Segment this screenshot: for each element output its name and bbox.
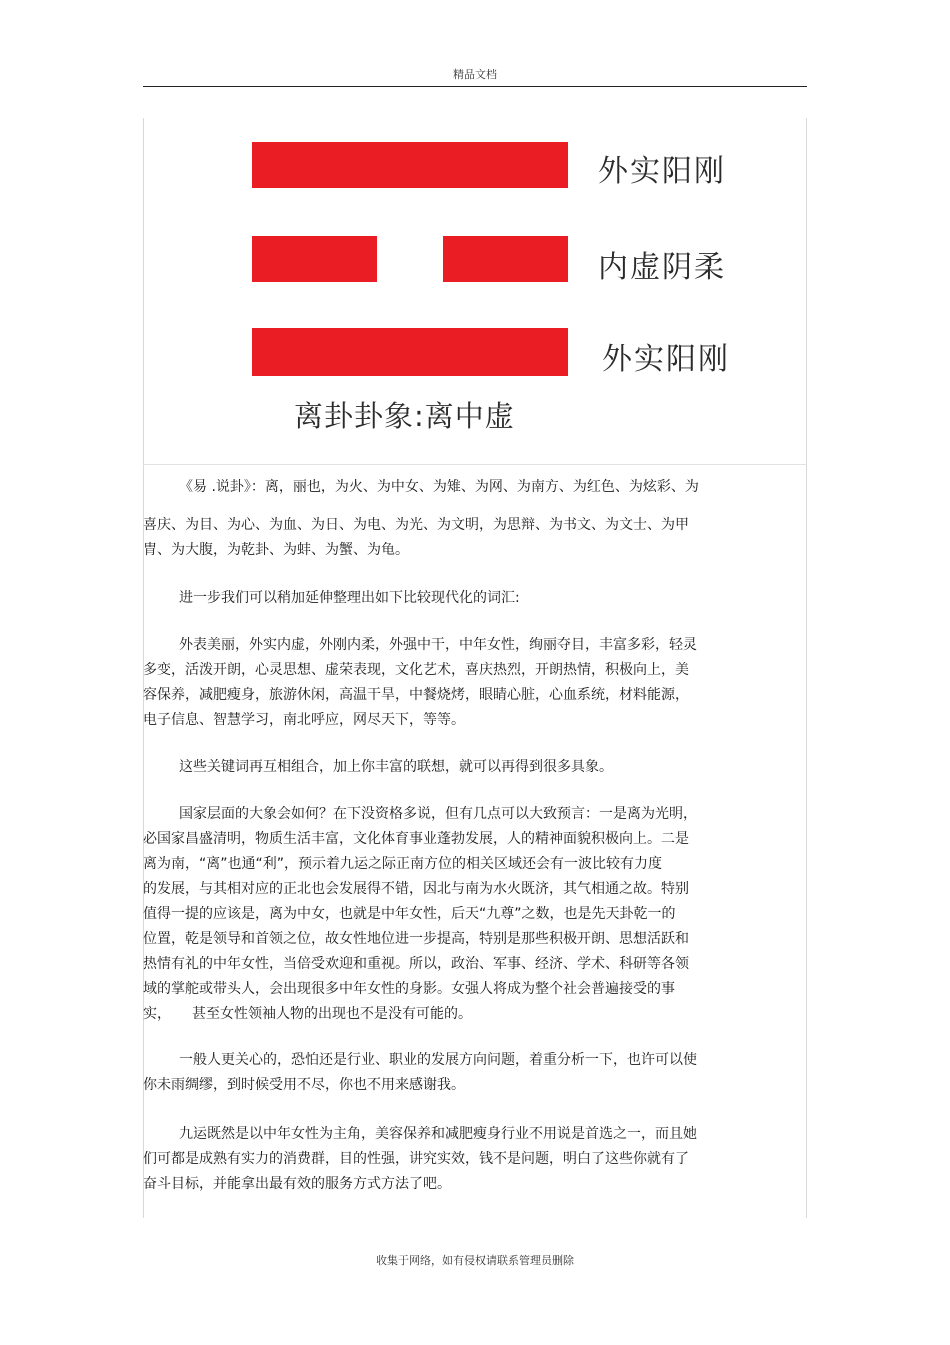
text-line: 国家层面的大象会如何？在下没资格多说，但有几点可以大致预言：一是离为光明， xyxy=(179,806,697,822)
text-line: 位置，乾是领导和首领之位，故女性地位进一步提高，特别是那些积极开朗、思想活跃和 xyxy=(143,931,689,947)
text-line: 你未雨绸缪，到时候受用不尽，你也不用来感谢我。 xyxy=(143,1077,465,1093)
text-line: 的发展，与其相对应的正北也会发展得不错，因北与南为水火既济，其气相通之故。特别 xyxy=(143,881,689,897)
text-line: 离为南，“离”也通“利”，预示着九运之际正南方位的相关区域还会有一波比较有力度 xyxy=(143,856,663,872)
frame-right-border xyxy=(806,118,807,1218)
text-line: 胄、为大腹，为乾卦、为蚌、为蟹、为龟。 xyxy=(143,542,409,558)
yin-line-left xyxy=(252,236,377,282)
yin-line-right xyxy=(443,236,568,282)
text-line: 域的掌舵或带头人，会出现很多中年女性的身影。女强人将成为整个社会普遍接受的事 xyxy=(143,981,675,997)
paragraph-keywords xyxy=(143,633,733,733)
text-line: 进一步我们可以稍加延伸整理出如下比较现代化的词汇: xyxy=(179,590,520,606)
yao-label-middle: 内虚阴柔 xyxy=(598,250,726,285)
figure-bottom-border xyxy=(143,464,807,465)
text-line: 九运既然是以中年女性为主角，美容保养和减肥瘦身行业不用说是首选之一，而且她 xyxy=(179,1126,697,1142)
text-line: 喜庆、为目、为心、为血、为日、为电、为光、为文明，为思辩、为书文、为文士、为甲 xyxy=(143,517,689,533)
text-line: 容保养，减肥瘦身，旅游休闲，高温干旱，中餐烧烤，眼睛心脏，心血系统，材料能源， xyxy=(143,687,689,703)
header-divider xyxy=(143,86,807,87)
page-header: 精品文档 xyxy=(453,68,497,81)
text-line: 热情有礼的中年女性，当倍受欢迎和重视。所以，政治、军事、经济、学术、科研等各领 xyxy=(143,956,689,972)
text-line: 《易 .说卦》：离，丽也，为火、为中女、为雉、为网、为南方、为红色、为炫彩、为 xyxy=(179,479,699,495)
paragraph-national xyxy=(143,802,733,1027)
text-line: 电子信息、智慧学习，南北呼应，网尽天下，等等。 xyxy=(143,712,465,728)
figure-caption: 离卦卦象:离中虚 xyxy=(294,399,515,433)
text-line: 奋斗目标，并能拿出最有效的服务方式方法了吧。 xyxy=(143,1176,451,1192)
text-line: 一般人更关心的，恐怕还是行业、职业的发展方向问题，着重分析一下，也许可以使 xyxy=(179,1052,697,1068)
yang-line-bottom xyxy=(252,328,568,376)
page-footer: 收集于网络，如有侵权请联系管理员删除 xyxy=(376,1254,574,1267)
paragraph-shuogua-continued xyxy=(143,513,733,563)
paragraph-beauty xyxy=(143,1122,733,1197)
trigram-figure xyxy=(156,118,782,436)
paragraph-industry xyxy=(143,1048,733,1098)
text-line: 这些关键词再互相组合，加上你丰富的联想，就可以再得到很多具象。 xyxy=(179,759,613,775)
yang-line-top xyxy=(252,142,568,188)
text-line: 必国家昌盛清明，物质生活丰富，文化体育事业蓬勃发展，人的精神面貌积极向上。二是 xyxy=(143,831,689,847)
text-line: 值得一提的应该是，离为中女，也就是中年女性，后天“九尊”之数，也是先天卦乾一的 xyxy=(143,906,676,922)
text-line: 外表美丽，外实内虚，外刚内柔，外强中干，中年女性，绚丽夺目，丰富多彩，轻灵 xyxy=(179,637,697,653)
paragraph-shuogua xyxy=(143,475,733,500)
paragraph-combination xyxy=(143,755,733,780)
text-line: 实， 甚至女性领袖人物的出现也不是没有可能的。 xyxy=(143,1006,472,1022)
yao-label-top: 外实阳刚 xyxy=(598,154,726,189)
text-line: 多变，活泼开朗，心灵思想、虚荣表现，文化艺术，喜庆热烈，开朗热情，积极向上，美 xyxy=(143,662,689,678)
paragraph-intro-keywords xyxy=(143,586,733,611)
yao-label-bottom: 外实阳刚 xyxy=(602,342,730,377)
text-line: 们可都是成熟有实力的消费群，目的性强，讲究实效，钱不是问题，明白了这些你就有了 xyxy=(143,1151,689,1167)
